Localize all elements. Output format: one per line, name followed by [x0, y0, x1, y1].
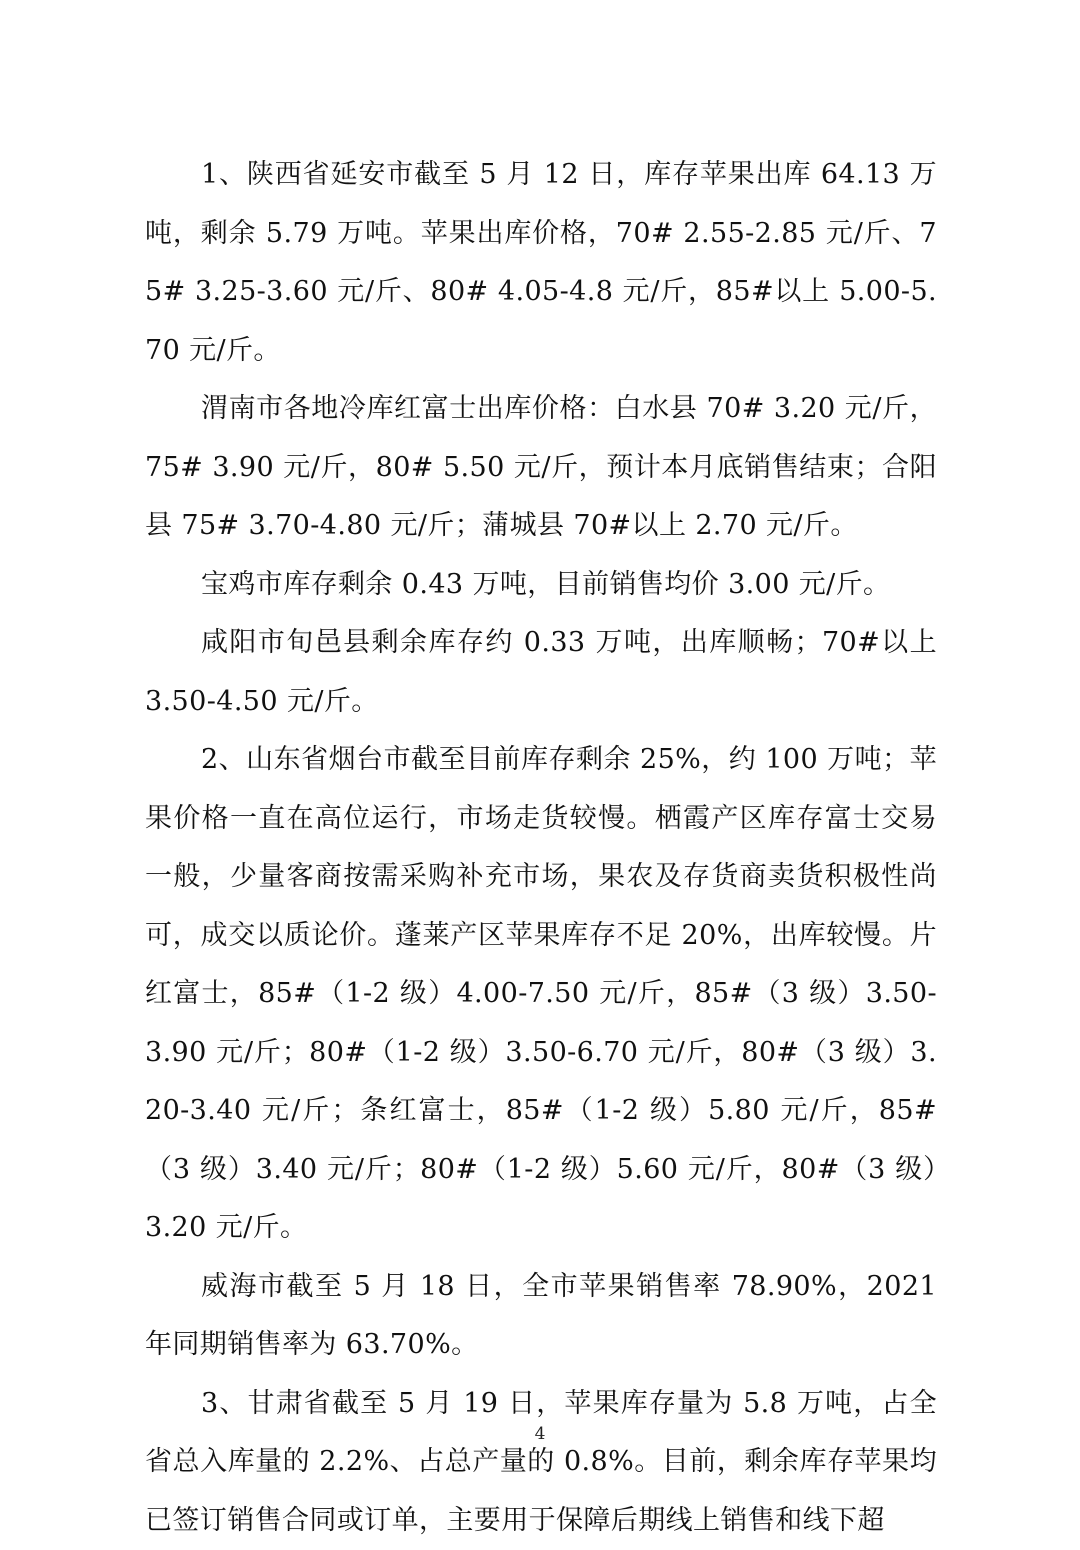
- paragraph-weihai: 威海市截至 5 月 18 日，全市苹果销售率 78.90%，2021 年同期销售率为 63.70%。: [145, 1258, 937, 1375]
- paragraph-weinan: 渭南市各地冷库红富士出库价格：白水县 70# 3.20 元/斤，75# 3.90 元/斤，80# 5.50 元/斤，预计本月底销售结束；合阳县 75# 3.70-4.80 元/斤；蒲城县 70#以上 2.70 元/斤。: [145, 380, 937, 556]
- paragraph-shaanxi-yanan: 1、陕西省延安市截至 5 月 12 日，库存苹果出库 64.13 万吨，剩余 5.79 万吨。苹果出库价格，70# 2.55-2.85 元/斤、75# 3.25-3.60 元/斤、80# 4.05-4.8 元/斤，85#以上 5.00-5.70 元/斤。: [145, 146, 937, 380]
- page-number: 4: [0, 1424, 1080, 1444]
- document-body: [145, 146, 937, 1550]
- paragraph-gansu: 3、甘肃省截至 5 月 19 日，苹果库存量为 5.8 万吨，占全省总入库量的 2.2%、占总产量的 0.8%。目前，剩余库存苹果均已签订销售合同或订单，主要用于保障后期线上销售和线下超: [145, 1375, 937, 1550]
- paragraph-baoji: 宝鸡市库存剩余 0.43 万吨，目前销售均价 3.00 元/斤。: [145, 556, 937, 615]
- paragraph-xianyang: 咸阳市旬邑县剩余库存约 0.33 万吨，出库顺畅；70#以上 3.50-4.50 元/斤。: [145, 614, 937, 731]
- paragraph-shandong-yantai: 2、山东省烟台市截至目前库存剩余 25%，约 100 万吨；苹果价格一直在高位运行，市场走货较慢。栖霞产区库存富士交易一般，少量客商按需采购补充市场，果农及存货商卖货积极性尚可，成交以质论价。蓬莱产区苹果库存不足 20%，出库较慢。片红富士，85#（1-2 级）4.00-7.50 元/斤，85#（3 级）3.50-3.90 元/斤；80#（1-2 级）3.50-6.70 元/斤，80#（3 级）3.20-3.40 元/斤；条红富士，85#（1-2 级）5.80 元/斤，85#（3 级）3.40 元/斤；80#（1-2 级）5.60 元/斤，80#（3 级）3.20 元/斤。: [145, 731, 937, 1258]
